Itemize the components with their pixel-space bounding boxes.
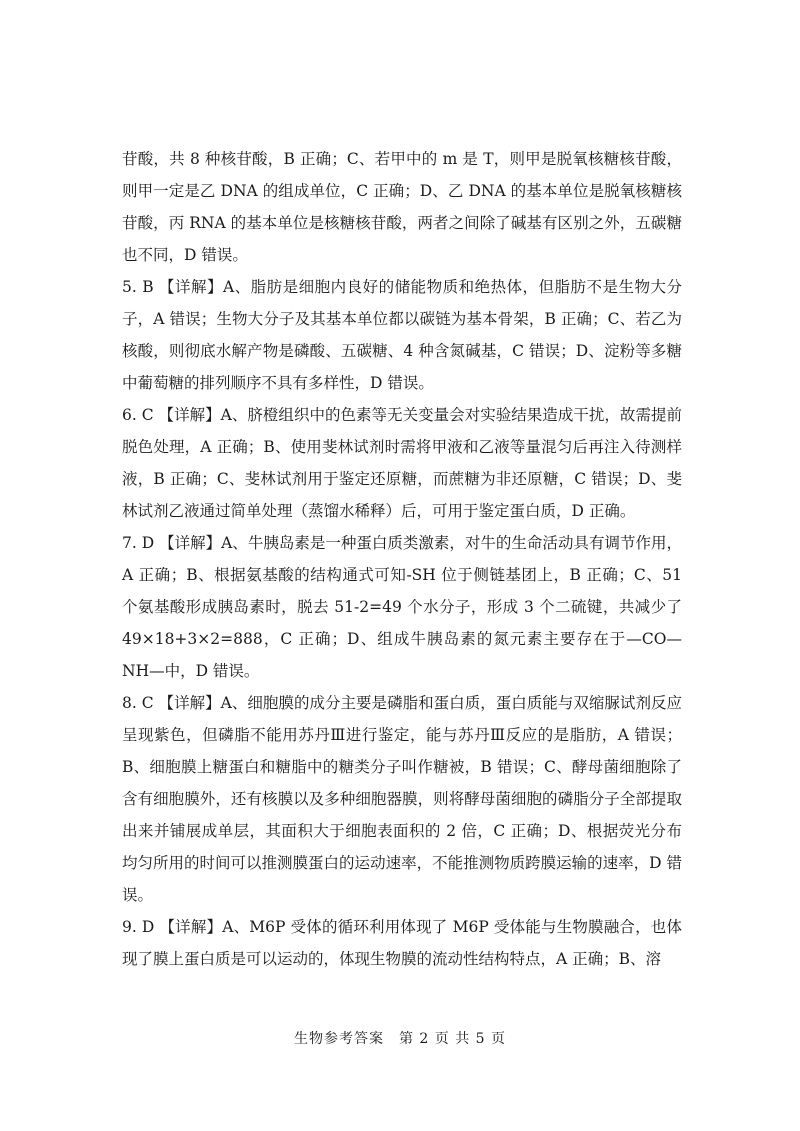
page-footer: 生物参考答案 第 2 页 共 5 页 [293,1031,507,1047]
paragraph-answer-5: 5. B 【详解】A、脂肪是细胞内良好的储能物质和绝热体，但脂肪不是生物大分子，A 错误；生物大分子及其基本单位都以碳链为基本骨架，B 正确；C、若乙为核酸，则彻底水解产物是磷酸、五碳糖、4 种含氮碱基，C 错误；D、淀粉等多糖中葡萄糖的排列顺序不具有多样性，D 错误。 [122,278,682,392]
paragraph-answer-6: 6. C 【详解】A、脐橙组织中的色素等无关变量会对实验结果造成干扰，故需提前脱色处理，A 正确；B、使用斐林试剂时需将甲液和乙液等量混匀后再注入待测样液，B 正确；C、斐林试剂用于鉴定还原糖，而蔗糖为非还原糖，C 错误；D、斐林试剂乙液通过简单处理（蒸馏水稀释）后，可用于鉴定蛋白质，D 正确。 [122,406,682,520]
paragraph-answer-8: 8. C 【详解】A、细胞膜的成分主要是磷脂和蛋白质，蛋白质能与双缩脲试剂反应呈现紫色，但磷脂不能用苏丹Ⅲ进行鉴定，能与苏丹Ⅲ反应的是脂肪，A 错误；B、细胞膜上糖蛋白和糖脂中的糖类分子叫作糖被，B 错误；C、酵母菌细胞除了含有细胞膜外，还有核膜以及多种细胞器膜，则将酵母菌细胞的磷脂分子全部提取出来并铺展成单层，其面积大于细胞表面积的 2 倍，C 正确；D、根据荧光分布均匀所用的时间可以推测膜蛋白的运动速率，不能推测物质跨膜运输的速率，D 错误。 [122,694,682,904]
paragraph-answer-9: 9. D 【详解】A、M6P 受体的循环利用体现了 M6P 受体能与生物膜融合，也体现了膜上蛋白质是可以运动的，体现生物膜的流动性结构特点，A 正确；B、溶 [122,918,682,968]
paragraph-continuation-4: 苷酸，共 8 种核苷酸，B 正确；C、若甲中的 m 是 T，则甲是脱氧核糖核苷酸，则甲一定是乙 DNA 的组成单位，C 正确；D、乙 DNA 的基本单位是脱氧核糖核苷酸，丙 RNA 的基本单位是核糖核苷酸，两者之间除了碱基有区别之外，五碳糖也不同，D 错误。 [122,150,682,264]
paragraph-answer-7: 7. D 【详解】A、牛胰岛素是一种蛋白质类激素，对牛的生命活动具有调节作用，A 正确；B、根据氨基酸的结构通式可知-SH 位于侧链基团上，B 正确；C、51 个氨基酸形成胰岛素时，脱去 51-2=49 个水分子，形成 3 个二硫键，共减少了 49×18+3×2=888，C 正确；D、组成牛胰岛素的氮元素主要存在于—CO—NH—中，D 错误。 [122,534,682,680]
answer-text-body [122,143,682,975]
